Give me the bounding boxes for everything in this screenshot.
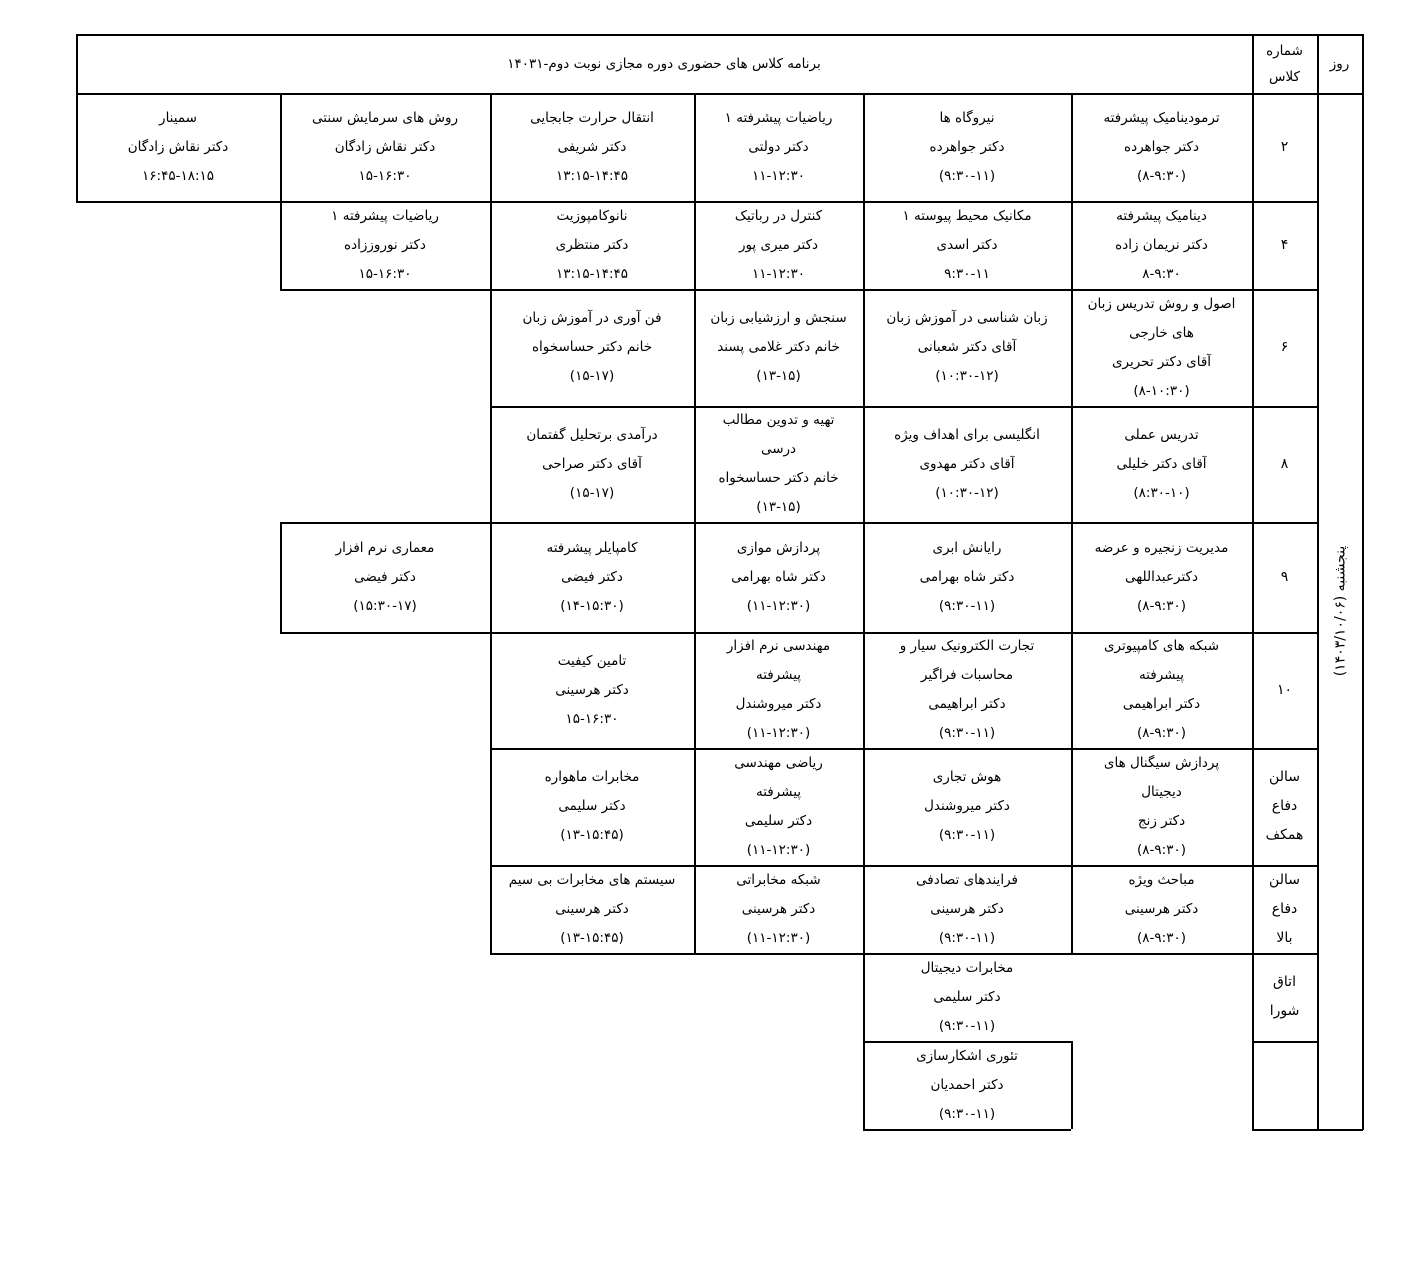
grid-line [863,1041,1071,1043]
course-detail: (۱۰:۳۰-۱۲) [935,368,999,384]
room-number [1252,289,1317,406]
course-cell [863,1041,1071,1129]
grid-line [490,93,492,953]
course-detail: (۸-۹:۳۰) [1137,929,1186,946]
course-detail: دکتر نقاش زادگان [334,138,436,155]
course-cell [1071,289,1252,406]
course-detail: دکتر اسدی [936,236,998,253]
course-cell [863,953,1071,1041]
course-detail: دکتر میروشندل [735,696,822,712]
grid-line [1252,1129,1363,1131]
course-title: سیستم های مخابرات بی سیم [508,871,676,888]
course-title: کامپایلر پیشرفته [546,539,638,556]
course-title: تدریس عملی [1124,426,1199,443]
course-detail: (۱۰:۳۰-۱۲) [935,484,999,501]
course-detail: دکتر نقاش زادگان [127,138,229,155]
course-detail: دکتر هرسینی [930,900,1004,917]
course-detail: خانم دکتر غلامی پسند [717,339,840,355]
course-cell [1071,93,1252,201]
course-cell [694,93,863,201]
course-cell [490,201,694,289]
room-number-line: دفاع [1271,900,1298,917]
course-cell [280,93,490,201]
course-detail: ۱۵-۱۶:۳۰ [358,167,412,184]
room-number-line: ۸ [1280,455,1289,472]
course-detail: (۱۳-۱۵) [756,499,801,515]
course-detail: (۱۵:۳۰-۱۷) [353,597,417,614]
day-cell [1318,93,1363,1129]
course-title: انگلیسی برای اهداف ویژه [894,426,1040,443]
grid-line [76,201,1252,203]
course-detail: دکتر فیضی [354,568,416,585]
room-number [1252,748,1317,865]
course-title: مدیریت زنجیره و عرضه [1094,539,1229,556]
room-number [1252,1041,1317,1129]
room-number-line: سالن [1269,769,1300,785]
course-detail: (۱۱-۱۲:۳۰) [746,597,811,614]
grid-line [1252,632,1317,634]
course-title: ترمودینامیک پیشرفته [1103,109,1220,126]
course-detail: دکتر نریمان زاده [1115,236,1208,253]
course-detail: دکتر سلیمی [744,812,813,829]
course-cell [863,406,1071,522]
course-detail: دکتر ابراهیمی [1122,696,1201,712]
room-number-line: شورا [1269,1003,1300,1019]
course-cell [694,632,863,748]
course-detail: آقای دکتر شعبانی [917,339,1017,355]
room-number-line: ۶ [1280,339,1289,355]
course-cell [694,522,863,632]
course-detail: آقای دکتر صراحی [542,455,642,472]
grid-line [280,289,1252,291]
course-cell [1071,406,1252,522]
course-title: پردازش موازی [736,539,821,556]
grid-line [1252,1041,1317,1043]
course-detail: دکتر منتظری [555,236,629,253]
course-detail: دکتر هرسینی [1124,900,1199,917]
course-title: روش های سرمایش سنتی [312,109,458,126]
course-detail: ۱۶:۴۵-۱۸:۱۵ [142,167,214,184]
course-detail: های خارجی [1129,324,1194,341]
grid-line [1252,406,1317,408]
course-detail: دکتر سلیمی [558,798,626,814]
course-title: سنجش و ارزشیابی زبان [710,310,847,326]
room-number-line: دفاع [1271,798,1298,814]
course-detail: آقای دکتر مهدوی [919,455,1015,472]
course-title: مباحث ویژه [1128,871,1195,888]
course-cell [1071,865,1252,953]
course-detail: ۱۱-۱۲:۳۰ [752,265,805,282]
grid-line [1252,865,1317,867]
grid-line [280,93,282,289]
course-cell [280,201,490,289]
course-detail: خانم دکتر حساسخواه [531,339,653,355]
grid-line [490,748,1252,750]
course-detail: آقای دکتر تحریری [1111,353,1212,370]
course-detail: (۸-۹:۳۰) [1137,597,1186,614]
class-number-header [1252,34,1317,93]
course-detail: درسی [760,441,797,457]
course-title: تامین کیفیت [557,652,627,669]
course-detail: آقای دکتر خلیلی [1116,455,1207,472]
course-cell [76,93,280,201]
course-detail: پیشرفته [755,783,802,800]
course-cell [694,406,863,522]
course-detail: (۹:۳۰-۱۱) [938,597,996,614]
course-detail: (۱۳-۱۵) [756,368,801,384]
grid-line [863,1129,1071,1131]
course-title: شبکه مخابراتی [736,871,821,888]
room-number-line: ۲ [1280,138,1289,155]
grid-line [280,522,1252,524]
grid-line [1252,289,1317,291]
course-detail: (۱۵-۱۷) [569,368,615,384]
course-detail: دکتر سلیمی [933,988,1001,1005]
course-cell [694,201,863,289]
course-detail: (۹:۳۰-۱۱) [938,827,996,843]
course-detail: ۱۳:۱۵-۱۴:۴۵ [556,265,628,282]
course-detail: (۸-۹:۳۰) [1137,167,1186,184]
course-title: درآمدی برتحلیل گفتمان [526,426,658,443]
course-detail: دیجیتال [1141,783,1182,800]
course-detail: محاسبات فراگیر [920,667,1014,683]
room-number [1252,522,1317,632]
room-number-line: ۱۰ [1276,681,1293,698]
course-detail: (۸-۹:۳۰) [1137,725,1186,741]
class-number-header-line: کلاس [1269,68,1300,85]
course-detail: دکتر شاه بهرامی [919,568,1015,585]
course-cell [490,632,694,748]
page-title: برنامه کلاس های حضوری دوره مجازی نوبت دوم-۱۴۰۳۱ [507,55,821,72]
day-header: روز [1329,55,1350,72]
course-detail: دکتر دولتی [748,138,809,155]
room-number [1252,632,1317,748]
room-number-line: سالن [1269,871,1300,888]
course-cell [1071,632,1252,748]
course-detail: دکتر جواهرده [929,138,1005,155]
course-title: فرایندهای تصادفی [916,871,1018,888]
course-detail: (۸:۳۰-۱۰) [1133,484,1190,501]
course-detail: (۹:۳۰-۱۱) [938,167,996,184]
room-number [1252,865,1317,953]
course-detail: دکتر احمدیان [930,1076,1004,1093]
grid-line [694,93,696,953]
course-title: سمینار [159,109,197,126]
room-number-line: ۹ [1280,568,1289,585]
course-cell [280,522,490,632]
course-title: نیروگاه ها [939,109,995,126]
course-detail: (۱۳-۱۵:۴۵) [560,827,624,843]
grid-line [1071,93,1073,953]
course-cell [490,865,694,953]
grid-line [1252,522,1317,524]
course-title: پردازش سیگنال های [1103,754,1220,771]
course-title: ریاضیات پیشرفته ۱ [724,109,833,126]
course-detail: (۹:۳۰-۱۱) [938,1017,996,1034]
course-detail: دکتر شاه بهرامی [731,568,826,585]
course-detail: (۱۵-۱۷) [569,484,615,501]
course-detail: (۹:۳۰-۱۱) [938,929,996,946]
course-detail: (۱۱-۱۲:۳۰) [746,841,811,858]
course-detail: ۹:۳۰-۱۱ [944,265,990,282]
course-title: مکانیک محیط پیوسته ۱ [902,207,1032,224]
grid-line [280,522,282,632]
room-number-line: اتاق [1273,974,1296,990]
room-number [1252,406,1317,522]
grid-line [490,865,1252,867]
room-number-line: بالا [1276,929,1293,946]
course-detail: (۸-۹:۳۰) [1137,841,1186,858]
course-title: شبکه های کامپیوتری [1103,638,1220,654]
grid-line [1252,953,1317,955]
course-title: فن آوری در آموزش زبان [522,310,662,326]
course-title: کنترل در رباتیک [734,207,823,224]
course-cell [490,522,694,632]
course-cell [863,632,1071,748]
course-detail: پیشرفته [1138,667,1185,683]
course-detail: (۱۳-۱۵:۴۵) [560,929,624,946]
course-detail: ۱۵-۱۶:۳۰ [358,265,412,282]
course-title: مهندسی نرم افزار [726,638,831,654]
grid-line [490,953,1252,955]
course-title: رایانش ابری [932,539,1002,556]
course-title: دینامیک پیشرفته [1116,207,1207,224]
course-cell [863,289,1071,406]
course-title: نانوکامپوزیت [556,207,628,224]
course-cell [490,289,694,406]
course-title: هوش تجاری [932,769,1002,785]
grid-line [490,406,1252,408]
course-detail: دکتر میری پور [738,236,819,253]
grid-line [1252,201,1317,203]
course-cell [694,748,863,865]
course-detail: دکتر هرسینی [741,900,816,917]
grid-line [280,632,1252,634]
course-detail: (۱۴-۱۵:۳۰) [560,597,624,614]
room-number [1252,953,1317,1041]
course-detail: (۹:۳۰-۱۱) [938,1105,996,1122]
course-title: انتقال حرارت جابجایی [530,109,654,126]
course-title: تجارت الکترونیک سیار و [899,638,1035,654]
course-cell [863,522,1071,632]
course-cell [1071,522,1252,632]
course-detail: دکتر جواهرده [1124,138,1199,155]
course-detail: دکتر ابراهیمی [928,696,1006,712]
course-detail: دکتر هرسینی [555,681,629,698]
course-detail: (۱۱-۱۲:۳۰) [746,725,811,741]
course-detail: ۸-۹:۳۰ [1142,265,1181,282]
course-detail: (۹:۳۰-۱۱) [938,725,996,741]
course-title: مخابرات ماهواره [544,769,640,785]
grid-line [1252,748,1317,750]
course-cell [1071,748,1252,865]
class-number-header-line: شماره [1266,42,1303,59]
course-cell [490,406,694,522]
room-number [1252,93,1317,201]
grid-line [76,93,78,201]
course-detail: دکتر نوروززاده [344,236,426,253]
course-cell [490,748,694,865]
room-number-line: ۴ [1280,236,1289,253]
course-title: تئوری اشکارسازی [916,1047,1018,1064]
course-title: اصول و روش تدریس زبان [1087,295,1236,312]
course-cell [694,289,863,406]
course-detail: (۸-۱۰:۳۰) [1133,382,1190,399]
course-cell [694,865,863,953]
room-number [1252,201,1317,289]
course-title: تهیه و تدوین مطالب [722,412,835,428]
course-detail: دکتر فیضی [561,568,623,585]
course-cell [863,201,1071,289]
course-detail: پیشرفته [755,667,802,683]
course-title: ریاضیات پیشرفته ۱ [331,207,439,224]
course-title: زبان شناسی در آموزش زبان [886,310,1048,326]
course-cell [863,748,1071,865]
course-detail: ۱۳:۱۵-۱۴:۴۵ [556,167,628,184]
course-cell [1071,201,1252,289]
course-cell [863,865,1071,953]
course-detail: دکتر شریفی [557,138,627,155]
course-title: ریاضی مهندسی [734,754,823,771]
course-title: معماری نرم افزار [335,539,435,556]
room-number-line: همکف [1265,827,1304,843]
course-cell [490,93,694,201]
course-detail: ۱۱-۱۲:۳۰ [752,167,805,184]
day-label: پنجشنبه (۱۴۰۳/۱۰/۰۶) [1332,545,1349,677]
grid-line [1071,1041,1073,1129]
course-detail: ۱۵-۱۶:۳۰ [565,710,619,727]
course-detail: خانم دکتر حساسخواه [718,470,839,486]
course-title: مخابرات دیجیتال [920,959,1014,976]
course-cell [863,93,1071,201]
course-detail: دکتر میروشندل [924,798,1010,814]
course-detail: دکترعبداللهی [1125,568,1198,585]
course-detail: (۱۱-۱۲:۳۰) [746,929,811,946]
grid-line [863,93,865,1129]
course-detail: دکتر زنج [1137,812,1186,829]
course-detail: دکتر هرسینی [555,900,629,917]
